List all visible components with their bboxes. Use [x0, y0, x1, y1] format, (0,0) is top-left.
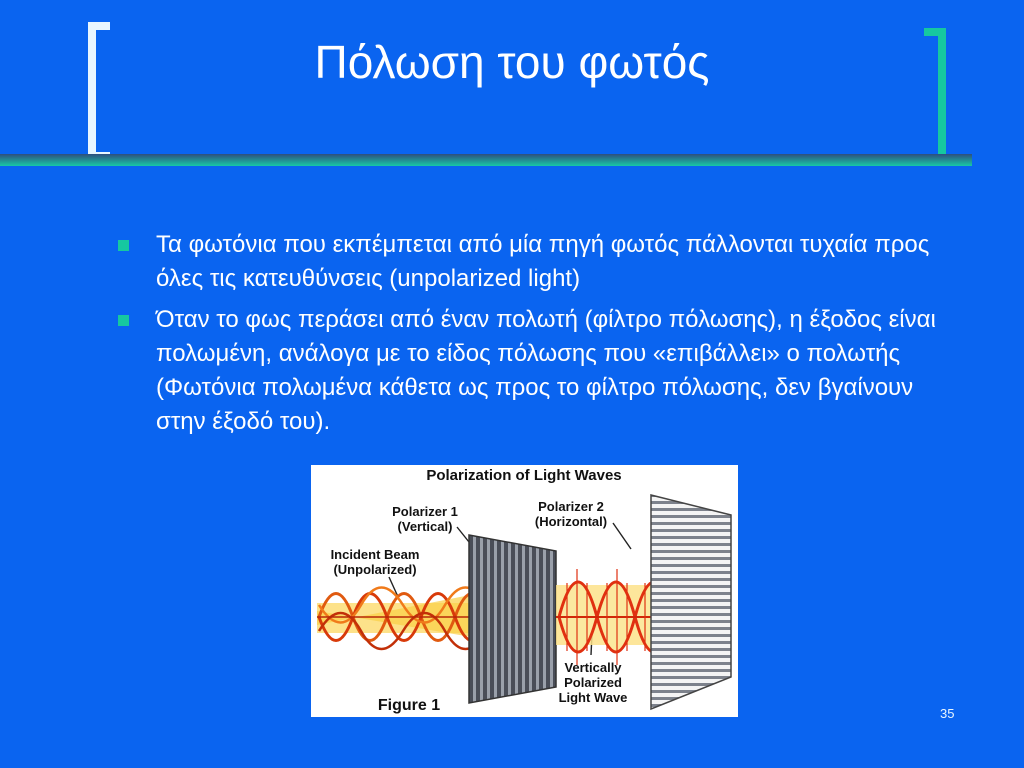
vertical-wave-label: Vertically	[564, 660, 622, 675]
bullet-text: Όταν το φως περάσει από έναν πολωτή (φίλτρο πόλωσης), η έξοδος είναι πολωμένη, ανάλογα με το είδος πόλωσης που «επιβάλλει» ο πολωτής (Φωτόνια πολωμένα κάθετα ως προς το φίλτρο πόλωσης, δεν βγαίνουν στην έξοδό του).	[156, 306, 936, 435]
slide-title: Πόλωση του φωτός	[314, 36, 710, 88]
bullet-list	[118, 228, 938, 446]
bullet-item	[118, 228, 938, 296]
polarizer1-vertical-grid	[469, 535, 556, 703]
bullet-text: Τα φωτόνια που εκπέμπεται από μία πηγή φωτός πάλλονται τυχαία προς όλες τις κατευθύνσεις (unpolarized light)	[156, 231, 930, 292]
polarization-diagram	[311, 465, 738, 717]
bullet-item	[118, 303, 938, 439]
title-underline-bar	[0, 154, 972, 166]
polarizer2-sublabel: (Horizontal)	[534, 514, 608, 529]
figure-title: Polarization of Light Waves	[426, 467, 622, 484]
polarizer2-label: Polarizer 2	[538, 499, 604, 514]
polarizer2-horizontal-grid	[651, 495, 731, 709]
figure-caption: Figure 1	[377, 697, 441, 714]
polarizer1-label: Polarizer 1	[392, 504, 458, 519]
incident-beam-label: Incident Beam	[330, 547, 420, 562]
polarizer1-sublabel: (Vertical)	[397, 519, 453, 534]
vertical-wave-sublabel: Polarized	[564, 675, 622, 690]
incident-beam-sublabel: (Unpolarized)	[333, 562, 417, 577]
square-bullet-icon	[118, 240, 129, 251]
square-bullet-icon	[118, 315, 129, 326]
polarizer2-leader	[613, 523, 631, 549]
polarization-figure	[311, 465, 738, 717]
page-number: 35	[940, 706, 955, 721]
vertical-wave-sublabel-2: Light Wave	[558, 690, 628, 705]
